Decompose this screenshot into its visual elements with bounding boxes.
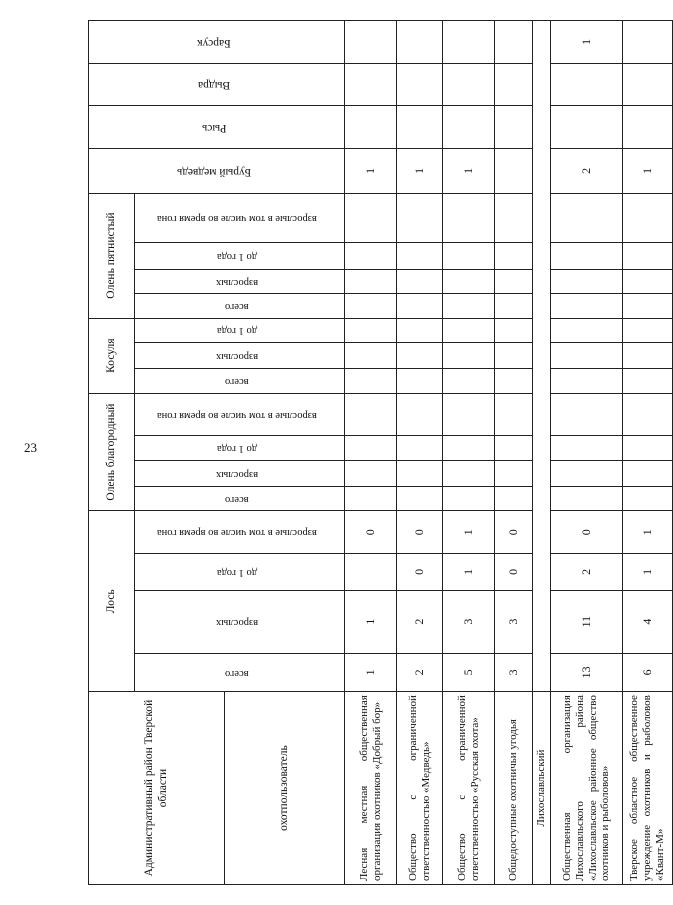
cell: [623, 318, 673, 342]
cell: [397, 269, 443, 293]
cell: [623, 342, 673, 368]
sika-total-label: всего: [225, 301, 250, 313]
cell: [623, 21, 673, 64]
red-adults-label: взрослых: [216, 468, 259, 480]
cell: [345, 21, 397, 64]
header-bear-cell: [89, 149, 345, 194]
red-total-h: [135, 487, 345, 511]
elk-rut-h: [135, 511, 345, 554]
table-row: [623, 21, 673, 885]
cell: [345, 243, 397, 269]
red-under-one-label: до 1 года: [217, 443, 258, 455]
cell: [443, 369, 495, 393]
cell: [551, 342, 623, 368]
elk-under-one-label: до 1 года: [217, 567, 258, 579]
sika-adults-label: взрослых: [216, 276, 259, 288]
cell: [443, 294, 495, 318]
cell: 1: [345, 149, 397, 194]
cell: [443, 487, 495, 511]
red-rut-label: взрослые в том числе во время гона: [157, 409, 318, 421]
cell: [623, 294, 673, 318]
header-lynx-cell: [89, 106, 345, 149]
cell: [623, 487, 673, 511]
cell: [551, 269, 623, 293]
district-name: Лихославльский: [533, 692, 551, 885]
row-name: Общедоступные охотничьи угодья: [495, 692, 533, 885]
cell: [495, 342, 533, 368]
header-badger: Барсук: [197, 36, 232, 49]
table-row: [551, 21, 623, 885]
cell: 2: [551, 149, 623, 194]
cell: 1: [345, 653, 397, 692]
cell: 1: [345, 590, 397, 653]
header-otter-cell: [89, 63, 345, 106]
elk-adults-label: взрослых: [216, 616, 259, 628]
cell: [443, 436, 495, 460]
cell: [345, 318, 397, 342]
header-badger-cell: [89, 21, 345, 64]
cell: 1: [623, 554, 673, 591]
cell: [495, 106, 533, 149]
cell: [495, 269, 533, 293]
roe-total-label: всего: [225, 376, 250, 388]
cell: [443, 342, 495, 368]
cell: 1: [443, 149, 495, 194]
elk-total-label: всего: [225, 667, 250, 679]
row-name: Общество с ограниченной ответственностью «Медведь»: [397, 692, 443, 885]
cell: [495, 63, 533, 106]
row-name: Общество с ограниченной ответственностью «Русская охота»: [443, 692, 495, 885]
cell: [397, 243, 443, 269]
roe-under-one-h: [135, 318, 345, 342]
cell: 6: [623, 653, 673, 692]
cell: 0: [495, 511, 533, 554]
row-name: Лесная местная общественная организация охотников «Добрый бор»: [345, 692, 397, 885]
table-row: [397, 21, 443, 885]
cell: 1: [443, 511, 495, 554]
sika-rut-label: взрослые в том числе во время гона: [157, 213, 318, 225]
header-elk: Лось: [89, 511, 135, 692]
cell: [397, 318, 443, 342]
row-name: Тверское областное общественное учреждение охотников и рыболовов «Квант-М»: [623, 692, 673, 885]
cell: [623, 63, 673, 106]
cell: [397, 294, 443, 318]
cell: [495, 193, 533, 243]
header-user: охотпользователь: [225, 692, 345, 885]
roe-total-h: [135, 369, 345, 393]
cell: [551, 193, 623, 243]
cell: [551, 63, 623, 106]
cell: [443, 21, 495, 64]
cell: [551, 460, 623, 486]
district-filler: [533, 21, 551, 692]
cell: [345, 436, 397, 460]
cell: [495, 294, 533, 318]
row-name: Общественная организация Лихославльского района «Лихославльское районное общество охотников и рыболовов»: [551, 692, 623, 885]
table-row: [345, 21, 397, 885]
roe-adults-label: взрослых: [216, 350, 259, 362]
cell: [495, 21, 533, 64]
cell: [623, 106, 673, 149]
roe-under-one-label: до 1 года: [217, 325, 258, 337]
rotated-table-wrapper: [88, 20, 666, 885]
cell: [623, 369, 673, 393]
cell: [397, 436, 443, 460]
cell: [345, 294, 397, 318]
cell: [443, 193, 495, 243]
header-sika-deer: Олень пятнистый: [89, 193, 135, 318]
cell: [623, 460, 673, 486]
cell: [623, 436, 673, 460]
cell: [345, 369, 397, 393]
cell: [443, 243, 495, 269]
cell: [397, 21, 443, 64]
cell: [443, 393, 495, 436]
sika-total-h: [135, 294, 345, 318]
cell: 1: [397, 149, 443, 194]
cell: [345, 554, 397, 591]
cell: [443, 106, 495, 149]
cell: [397, 106, 443, 149]
header-red-deer: Олень благородный: [89, 393, 135, 511]
cell: 0: [397, 554, 443, 591]
cell: [623, 269, 673, 293]
cell: 3: [495, 590, 533, 653]
cell: 5: [443, 653, 495, 692]
sika-under-one-h: [135, 243, 345, 269]
cell: [623, 243, 673, 269]
page-number: 23: [24, 440, 37, 455]
cell: [397, 369, 443, 393]
red-rut-h: [135, 393, 345, 436]
elk-adults-h: [135, 590, 345, 653]
cell: [495, 369, 533, 393]
sika-adults-h: [135, 269, 345, 293]
cell: [495, 393, 533, 436]
cell: [443, 63, 495, 106]
cell: 1: [623, 149, 673, 194]
cell: 4: [623, 590, 673, 653]
table-row: [443, 21, 495, 885]
cell: [345, 269, 397, 293]
cell: [495, 318, 533, 342]
cell: [551, 243, 623, 269]
cell: 3: [495, 653, 533, 692]
cell: [551, 487, 623, 511]
cell: [551, 318, 623, 342]
cell: 1: [551, 21, 623, 64]
cell: 0: [551, 511, 623, 554]
cell: [551, 393, 623, 436]
cell: [551, 294, 623, 318]
cell: [551, 369, 623, 393]
red-total-label: всего: [225, 493, 250, 505]
cell: [397, 487, 443, 511]
cell: [495, 460, 533, 486]
cell: [495, 487, 533, 511]
cell: [495, 149, 533, 194]
cell: [397, 393, 443, 436]
cell: 0: [495, 554, 533, 591]
cell: 2: [551, 554, 623, 591]
cell: 11: [551, 590, 623, 653]
cell: 13: [551, 653, 623, 692]
cell: [443, 460, 495, 486]
roe-adults-h: [135, 342, 345, 368]
cell: 0: [397, 511, 443, 554]
header-bear: Бурый медведь: [177, 165, 252, 178]
red-adults-h: [135, 460, 345, 486]
header-region: Административный район Тверской области: [89, 692, 225, 885]
cell: [345, 106, 397, 149]
cell: [397, 342, 443, 368]
sika-rut-h: [135, 193, 345, 243]
cell: [623, 393, 673, 436]
cell: [397, 193, 443, 243]
cell: [495, 243, 533, 269]
cell: [345, 393, 397, 436]
cell: [345, 63, 397, 106]
cell: [345, 193, 397, 243]
table-row: [495, 21, 533, 885]
cell: 3: [443, 590, 495, 653]
elk-total-h: [135, 653, 345, 692]
cell: [551, 106, 623, 149]
cell: [495, 436, 533, 460]
cell: 2: [397, 590, 443, 653]
elk-rut-label: взрослые в том числе во время гона: [157, 527, 318, 539]
cell: 1: [443, 554, 495, 591]
cell: 1: [623, 511, 673, 554]
cell: 2: [397, 653, 443, 692]
hunting-quota-table: [88, 20, 673, 885]
header-roe-deer: Косуля: [89, 318, 135, 393]
header-lynx: Рысь: [202, 121, 227, 134]
sika-under-one-label: до 1 года: [217, 251, 258, 263]
cell: 0: [345, 511, 397, 554]
cell: [397, 460, 443, 486]
cell: [397, 63, 443, 106]
cell: [443, 318, 495, 342]
cell: [443, 269, 495, 293]
district-row: [533, 21, 551, 885]
cell: [345, 342, 397, 368]
cell: [345, 487, 397, 511]
cell: [345, 460, 397, 486]
elk-under-one-h: [135, 554, 345, 591]
red-under-one-h: [135, 436, 345, 460]
cell: [623, 193, 673, 243]
cell: [551, 436, 623, 460]
header-otter: Выдра: [198, 79, 231, 92]
